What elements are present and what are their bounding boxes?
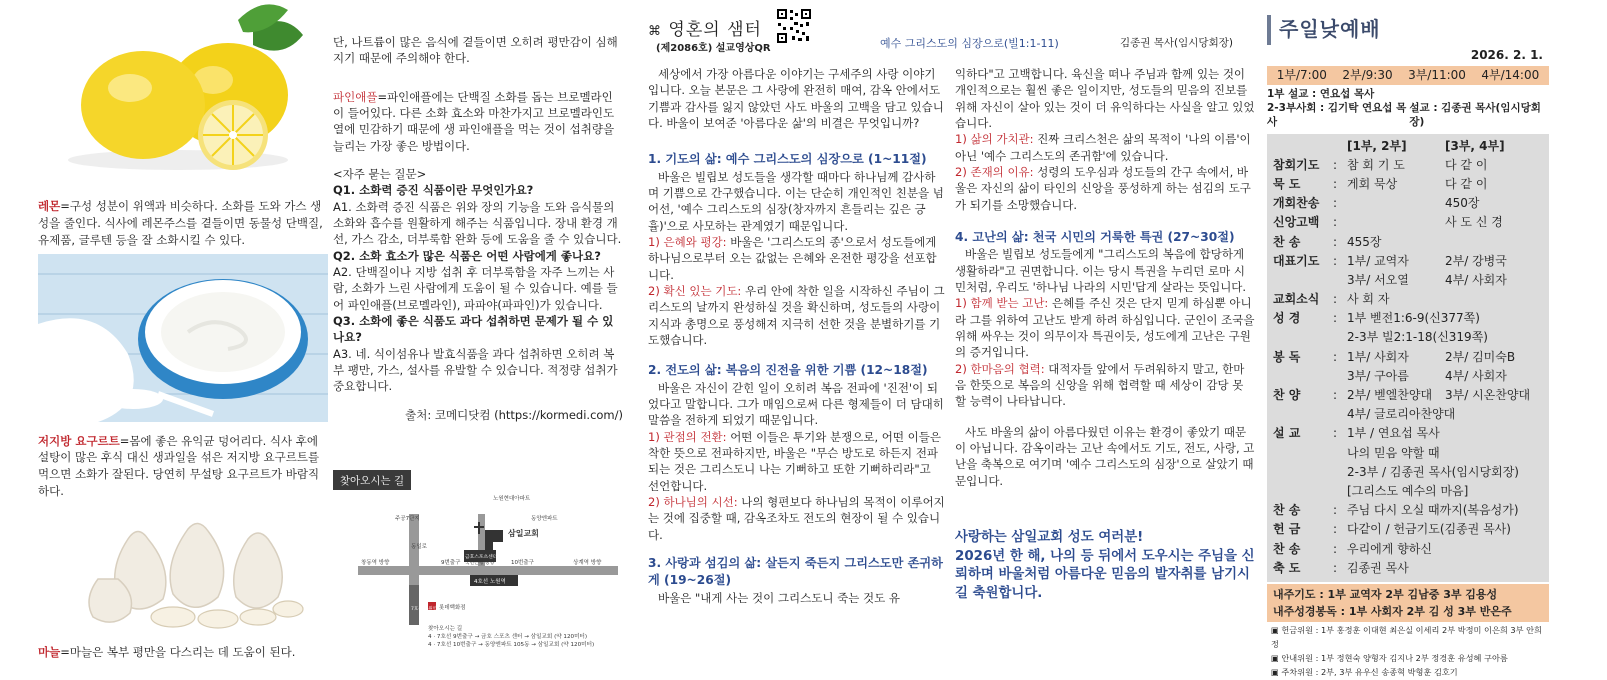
svg-text:금호스포츠센터: 금호스포츠센터: [465, 555, 498, 560]
order-row: [1273, 290, 1543, 309]
order-row: [1273, 559, 1543, 578]
order-item-label: 개회찬송: [1273, 196, 1320, 211]
sermon-heading-2: 2. 전도의 삶: 복음의 진전을 위한 기쁨 (12~18절): [648, 363, 928, 378]
sermon-column-2: [955, 66, 1255, 680]
order-colon: [1333, 271, 1347, 290]
order-item-label: 성 경: [1273, 311, 1301, 326]
order-item-label: [1273, 328, 1333, 347]
order-item-value: [1347, 213, 1543, 232]
order-column-heads: [1부, 2부] [3부, 4부]: [1347, 138, 1505, 153]
order-value-a: 1부 벧전1:6-9(신377쪽): [1347, 311, 1480, 326]
order-colon: :: [1333, 253, 1338, 268]
order-row: [1273, 540, 1543, 559]
svg-text:상계역 방향: 상계역 방향: [573, 560, 602, 566]
order-item-value: [1347, 271, 1543, 290]
order-row: [1273, 520, 1543, 539]
order-item-label: 설 교: [1273, 426, 1301, 441]
order-row: [1273, 175, 1543, 194]
order-value-a: 우리에게 향하신: [1347, 541, 1432, 556]
order-value-a: 1부 / 연요섭 목사: [1347, 426, 1440, 441]
svg-text:동양엔파트: 동양엔파트: [531, 516, 558, 522]
brand-title: ⌘ 영혼의 샘터: [648, 20, 762, 40]
order-item-value: [1347, 520, 1543, 539]
sermon-heading-4: 4. 고난의 삶: 천국 시민의 거룩한 특권 (27~30절): [955, 229, 1235, 244]
pastor-name: 김종권 목사(임시당회장): [1120, 37, 1233, 49]
order-of-worship: [1267, 134, 1549, 582]
leader-line-2: 2-3부사회 : 김기탁 연요섭 목사 설교 : 김종권 목사(임시당회장): [1267, 102, 1541, 129]
order-value-a: 게회 묵상: [1347, 176, 1398, 191]
order-item-value: [1347, 328, 1543, 347]
order-row: [1273, 252, 1543, 271]
service-time-4: 4부/14:00: [1481, 68, 1540, 83]
order-item-label: [1273, 405, 1333, 424]
order-item-value: [1347, 463, 1543, 482]
order-colon: :: [1333, 503, 1338, 518]
svg-text:삼일교회: 삼일교회: [508, 529, 539, 538]
svg-text:롯데백화점: 롯데백화점: [439, 605, 466, 611]
order-item-label: 찬 송: [1273, 234, 1301, 249]
sermon-column-1: [648, 66, 945, 680]
sermon-heading-3: 3. 사랑과 섬김의 삶: 살든지 죽든지 그리스도만 존귀하게 (19~26절): [648, 555, 943, 588]
volunteer-list: [1267, 622, 1549, 680]
order-row: [1273, 444, 1543, 463]
svg-text:10번출구: 10번출구: [511, 560, 534, 566]
order-value-a: 사 회 자: [1347, 292, 1390, 307]
order-item-label: 봉 독: [1273, 349, 1301, 364]
faq-answer-1: A1. 소화력 증진 식품은 위와 장의 기능을 도와 음식물의 소화와 흡수를 원활하게 해주는 식품입니다. 장내 환경 개선, 가스 감소, 더부룩함 완화 등에 도움을 줄 수 있습니다.: [333, 199, 622, 247]
sermon-point-2b: 2) 하나님의 시선: 나의 형편보다 하나님의 목적이 이루어지는 것에 집중할 때, 감옥조차도 전도의 현장이 될 수 있습니다.: [648, 494, 945, 542]
order-value-b: 2부/ 강병국: [1445, 253, 1507, 268]
order-item-value: [1347, 540, 1543, 559]
order-row: [1273, 213, 1543, 232]
order-row: [1273, 386, 1543, 405]
order-colon: :: [1333, 522, 1338, 537]
bulletin-date: 2026. 2. 1.: [1470, 48, 1543, 62]
source-credit: 출처: 코메디닷컴 (https://kormedi.com/): [405, 407, 623, 422]
order-item-value: [1347, 482, 1543, 501]
order-item-value: [1347, 309, 1543, 328]
service-times: [1267, 66, 1549, 85]
order-colon: [1333, 463, 1347, 482]
order-value-a: 주님 다시 오실 때까지(복음성가): [1347, 503, 1519, 518]
order-value-a: 나의 믿음 약할 때: [1347, 445, 1440, 460]
sermon-heading-1: 1. 기도의 삶: 예수 그리스도의 심장으로 (1~11절): [648, 152, 927, 167]
svg-text:7호선 노원역: 7호선 노원역: [411, 607, 438, 612]
order-value-a: 3부/ 서오열: [1347, 272, 1409, 287]
health-column-2: [333, 34, 623, 474]
order-row: [1273, 405, 1543, 424]
order-colon: :: [1333, 349, 1338, 364]
faq-question-3: Q3. 소화에 좋은 식품도 과다 섭취하면 문제가 될 수 있나요?: [333, 313, 614, 345]
pineapple-text: 파인애플=파인애플에는 단백질 소화를 돕는 브로멜라인이 들어있다. 다른 소화 효소와 마찬가지고 브로멜라인도 열에 민감하기 때문에 생 파인애플을 먹는 것이 섭취량을 늘리는 가장 좋은 방법이다.: [333, 89, 615, 153]
order-value-a: 1부/ 사회자: [1347, 349, 1409, 364]
order-row: [1273, 482, 1543, 501]
next-week-reading: 내주성경봉독 : 1부 사회자 2부 김 성 3부 반은주: [1273, 604, 1512, 618]
order-item-label: 찬 송: [1273, 541, 1301, 556]
order-colon: :: [1333, 234, 1338, 249]
order-row: [1273, 309, 1543, 328]
order-colon: :: [1333, 541, 1338, 556]
order-row: [1273, 501, 1543, 520]
order-value-b: 450장: [1445, 196, 1480, 211]
order-colon: :: [1333, 215, 1338, 230]
next-week-box: [1267, 584, 1549, 622]
svg-text:국민은행 방향: 국민은행 방향: [465, 561, 495, 566]
order-item-label: 헌 금: [1273, 522, 1301, 537]
order-item-label: 대표기도: [1273, 253, 1320, 268]
order-colon: [1333, 444, 1347, 463]
order-item-label: [1273, 271, 1333, 290]
order-colon: :: [1333, 292, 1338, 307]
order-colon: :: [1333, 311, 1338, 326]
yogurt-image: [38, 254, 328, 422]
order-item-value: [1347, 194, 1543, 213]
garlic-caption: 마늘=마늘은 복부 평만을 다스리는 데 도움이 된다.: [38, 644, 296, 659]
bulletin-title: 주일낮예배: [1267, 15, 1549, 45]
order-item-value: [1347, 405, 1543, 424]
order-value-a: [1347, 194, 1445, 213]
order-item-label: 찬 양: [1273, 388, 1301, 403]
svg-text:찾아오시는 길: 찾아오시는 길: [428, 626, 463, 632]
order-item-label: [1273, 367, 1333, 386]
svg-text:9번출구: 9번출구: [441, 560, 461, 566]
next-week-prayer: 내주기도 : 1부 교역자 2부 김남중 3부 김용성: [1273, 587, 1498, 601]
yogurt-caption: 저지방 요구르트=몸에 좋은 유익균 덩어리다. 식사 후에 설탕이 많은 후식 대신 생과일을 섞은 저지방 요구르트를 먹으면 소화가 잘된다. 당연히 무설탕 요구르트가 바람직하다.: [38, 433, 320, 498]
lemon-caption: 레몬=구성 성분이 위액과 비슷하다. 소화를 도와 가스 생성을 줄인다. 식사에 레몬주스를 곁들이면 동물성 단백질, 유제품, 글루텐 등을 잘 소화시킬 수 있다.: [38, 199, 323, 247]
faq-answer-2: A2. 단백질이나 지방 섭취 후 더부룩함을 자주 느끼는 사람, 소화가 느린 사람에게 도움이 될 수 있습니다. 예를 들어 파인애플(브로멜라인), 파파야(파파인)가 있습니다.: [333, 264, 618, 312]
svg-text:창동역 방향: 창동역 방향: [361, 560, 390, 566]
issue-number: (제2086호) 설교영상QR: [656, 43, 771, 54]
map-title: 찾아오시는 길: [339, 475, 405, 487]
greeting-line-1: 사랑하는 삼일교회 성도 여러분!: [955, 529, 1144, 545]
order-item-value: [1347, 348, 1543, 367]
order-row: [1273, 233, 1543, 252]
order-item-label: 찬 송: [1273, 503, 1301, 518]
order-value-b: 다 같 이: [1445, 176, 1488, 191]
order-value-a: [그리스도 예수의 마음]: [1347, 483, 1469, 498]
sermon-heading-1-text: 바울은 빌립보 성도들을 생각할 때마다 하나님께 감사하며 기쁨으로 간구했습니다. 이는 단순히 개인적인 친분을 넘어선, '예수 그리스도의 심장(창자까지 흔들리는 깊은 긍휼)'으로 사모하는 관계였기 때문입니다.: [648, 169, 944, 233]
health-column-1: [38, 0, 328, 680]
order-value-b: 2부/ 김미숙B: [1445, 349, 1516, 364]
order-item-value: [1347, 233, 1543, 252]
offering-team: ▣ 헌금위원 : 1부 홍정훈 이대현 최은실 이세리 2부 박정미 이은희 3부 안희정: [1271, 624, 1542, 649]
sermon-point-3a: 1) 삶의 가치관: 진짜 크리스천은 삶의 목적이 '나의 이름'이 아닌 '예수 그리스도의 존귀함'에 있습니다.: [955, 132, 1251, 163]
svg-text:동일로: 동일로: [411, 544, 427, 550]
order-item-label: 참회기도: [1273, 157, 1320, 172]
order-item-label: [1273, 444, 1333, 463]
faq-question-2: Q2. 소화 효소가 많은 식품은 어떤 사람에게 좋나요?: [333, 248, 601, 263]
order-colon: [1333, 482, 1347, 501]
order-item-label: 신앙고백: [1273, 215, 1320, 230]
sprout-icon: ⌘: [648, 24, 662, 39]
garlic-image: [38, 509, 328, 629]
sermon-point-4b: 2) 한마음의 협력: 대적자들 앞에서 두려워하지 말고, 한마음 한뜻으로 복음의 신앙을 위해 협력할 때 세상이 감당 못 할 능력이 나타납니다.: [955, 361, 1245, 409]
order-value-a: 4부/ 글로리아찬양대: [1347, 407, 1456, 422]
order-row: [1273, 348, 1543, 367]
service-time-3: 3부/11:00: [1408, 68, 1466, 83]
svg-text:4 · 7호선 10번출구 → 동양엔파트 105동 → 삼: 4 · 7호선 10번출구 → 동양엔파트 105동 → 삼일교회 (약 120미터): [428, 642, 595, 648]
faq-answer-3: A3. 네. 식이섬유나 발효식품을 과다 섭취하면 오히려 복부 팽만, 가스, 설사를 유발할 수 있습니다. 적정량 섭취가 중요합니다.: [333, 346, 618, 394]
sermon-point-3b: 2) 존재의 이유: 성령의 도우심과 성도들의 간구 속에서, 바울은 자신의 삶이 타인의 신앙을 풍성하게 하는 섬김의 도구가 되기를 소망했습니다.: [955, 164, 1251, 212]
order-colon: :: [1333, 196, 1338, 211]
order-value-b: 사 도 신 경: [1445, 215, 1503, 230]
order-row: [1273, 194, 1543, 213]
order-value-a: 3부/ 구아름: [1347, 368, 1409, 383]
sodium-note: 단, 나트륨이 많은 음식에 곁들이면 오히려 평만감이 심해지기 때문에 주의해야 한다.: [333, 35, 618, 66]
sermon-heading-2-text: 바울은 자신이 갇힌 일이 오히려 복음 전파에 '진전'이 되었다고 말합니다. 그가 매임으로써 다른 형제들이 더 담대히 말씀을 전하게 되었기 때문입니다.: [648, 380, 944, 428]
order-colon: [1333, 367, 1347, 386]
order-colon: [1333, 405, 1347, 424]
order-item-value: [1347, 501, 1543, 520]
order-value-b: 3부/ 시온찬양대: [1445, 388, 1531, 403]
order-item-value: [1347, 156, 1543, 175]
order-item-label: [1273, 463, 1333, 482]
order-colon: :: [1333, 388, 1338, 403]
qr-code-icon: [776, 8, 812, 44]
leader-line-1: 1부 설교 : 연요섭 목사: [1267, 88, 1375, 101]
sermon-point-1a: 1) 은혜와 평강: 바울은 '그리스도의 종'으로서 성도들에게 하나님으로부터 오는 값없는 은혜와 온전한 평강을 선포합니다.: [648, 234, 937, 282]
sermon-header: [648, 18, 1248, 62]
svg-text:4 · 7호선 9번출구 → 금호 스포츠 센터 → 삼일교: 4 · 7호선 9번출구 → 금호 스포츠 센터 → 삼일교회 (약 120미터): [428, 634, 588, 640]
order-row: [1273, 463, 1543, 482]
parking-team: ▣ 주차위원 : 2부, 3부 유우신 송종혁 박형훈 김호기: [1271, 666, 1458, 677]
order-item-label: [1273, 482, 1333, 501]
greeting-line-2: 2026년 한 해, 나의 등 뒤에서 도우시는 주님을 신뢰하며 바울처럼 아름다운 믿음의 발자취를 남기시길 축원합니다.: [955, 548, 1255, 602]
order-value-a: 1부/ 교역자: [1347, 253, 1409, 268]
svg-text:노원현대아파트: 노원현대아파트: [493, 496, 531, 502]
order-item-value: [1347, 424, 1543, 443]
order-value-a: 455장: [1347, 234, 1382, 249]
order-value-a: 김종권 목사: [1347, 560, 1409, 575]
sermon-heading-4-text: 바울은 빌립보 성도들에게 "그리스도의 복음에 합당하게 생활하라"고 권면합니다. 이는 당시 특권을 누리던 로마 시민처럼, 우리도 '하나님 나라의 시민'답게 살라는 뜻입니다.: [955, 247, 1247, 294]
order-item-label: 축 도: [1273, 560, 1301, 575]
order-item-value: [1347, 444, 1543, 463]
order-value-a: 2-3부 / 김종권 목사(임시당회장): [1347, 464, 1519, 479]
svg-text:주공7단지: 주공7단지: [395, 516, 420, 522]
order-row: [1273, 367, 1543, 386]
order-value-a: 다같이 / 헌금기도(김종권 목사): [1347, 522, 1511, 537]
order-item-value: [1347, 559, 1543, 578]
sermon-conclusion: 사도 바울의 삶이 아름다웠던 이유는 환경이 좋았기 때문이 아닙니다. 감옥이라는 고난 속에서도 기도, 전도, 사랑, 고난을 축복으로 여기며 '예수 그리스도의 심장'으로 살았기 때문입니다.: [955, 424, 1255, 488]
order-value-a: [1347, 213, 1445, 232]
order-item-value: [1347, 367, 1543, 386]
order-row: [1273, 424, 1543, 443]
order-row: [1273, 271, 1543, 290]
usher-team: ▣ 안내위원 : 1부 정현숙 양형자 김지나 2부 정경훈 유성혜 구아름: [1271, 652, 1508, 663]
sermon-point-4a: 1) 함께 받는 고난: 은혜를 주신 것은 단지 믿게 하심뿐 아니라 그를 위하여 고난도 받게 하려 하심입니다. 군인이 조국을 위해 싸우는 것이 의무이자 특권이듯, 성도에게 고난은 구원의 증거입니다.: [955, 296, 1255, 360]
order-colon: [1333, 328, 1347, 347]
order-value-b: 4부/ 사회자: [1445, 272, 1507, 287]
order-colon: :: [1333, 426, 1338, 441]
sermon-point-2a: 1) 관점의 전환: 어떤 이들은 투기와 분쟁으로, 어떤 이들은 착한 뜻으로 전파하지만, 바울은 "무슨 방도로 하든지 전파되는 것은 그리스도니 나는 기뻐하고 또한 기뻐하리라"고 선언합니다.: [648, 429, 941, 493]
order-item-value: [1347, 252, 1543, 271]
sermon-heading-3-text: 바울은 "내게 사는 것이 그리스도니 죽는 것도 유: [658, 590, 900, 605]
sermon-continued: 익하다"고 고백합니다. 육신을 떠나 주님과 함께 있는 것이 개인적으로는 훨씬 좋은 일이지만, 성도들의 믿음의 진보를 위해 자신이 살아 있는 것이 더 유익하다는 사실을 알고 있었습니다.: [955, 67, 1255, 130]
order-value-b: 다 같 이: [1445, 157, 1488, 172]
order-value-a: 2부/ 벧엘찬양대: [1347, 388, 1433, 403]
order-item-label: 교회소식: [1273, 292, 1320, 307]
order-colon: :: [1333, 560, 1338, 575]
order-value-a: 참 회 기 도: [1347, 157, 1405, 172]
order-colon: :: [1333, 157, 1338, 172]
order-item-value: [1347, 290, 1543, 309]
service-time-1: 1부/7:00: [1276, 68, 1327, 83]
service-time-2: 2부/9:30: [1342, 68, 1393, 83]
sermon-title: 예수 그리스도의 심장으로(빌1:1-11): [880, 37, 1059, 50]
order-value-a: 2-3부 빌2:1-18(신319쪽): [1347, 330, 1488, 345]
order-row: [1273, 156, 1543, 175]
lemon-image: [38, 0, 328, 178]
svg-text:4호선 노원역: 4호선 노원역: [474, 579, 506, 585]
faq-title: <자주 묻는 질문>: [333, 166, 427, 181]
directions-map: [333, 470, 623, 650]
sermon-intro: 세상에서 가장 아름다운 이야기는 구세주의 사랑 이야기입니다. 오늘 본문은 그 사랑에 완전히 매여, 감옥 안에서도 기쁨과 감사를 잃지 않았던 사도 바울의 고백을 담고 있습니다. 바울이 보여준 '아름다운 삶'의 비결은 무엇입니까?: [648, 67, 944, 130]
sermon-point-1b: 2) 확신 있는 기도: 우리 안에 착한 일을 시작하신 주님이 그리스도의 날까지 완성하실 것을 확신하며, 성도들의 사랑이 지식과 총명으로 풍성해져 지극히 선한 것을 분별하기를 기도했습니다.: [648, 283, 945, 347]
order-item-value: [1347, 175, 1543, 194]
order-row: [1273, 328, 1543, 347]
worship-bulletin: [1267, 0, 1549, 680]
faq-question-1: Q1. 소화력 증진 식품이란 무엇인가요?: [333, 183, 534, 198]
order-item-label: 묵 도: [1273, 176, 1301, 191]
order-colon: :: [1333, 176, 1338, 191]
order-item-value: [1347, 386, 1543, 405]
order-value-b: 4부/ 사회자: [1445, 368, 1507, 383]
